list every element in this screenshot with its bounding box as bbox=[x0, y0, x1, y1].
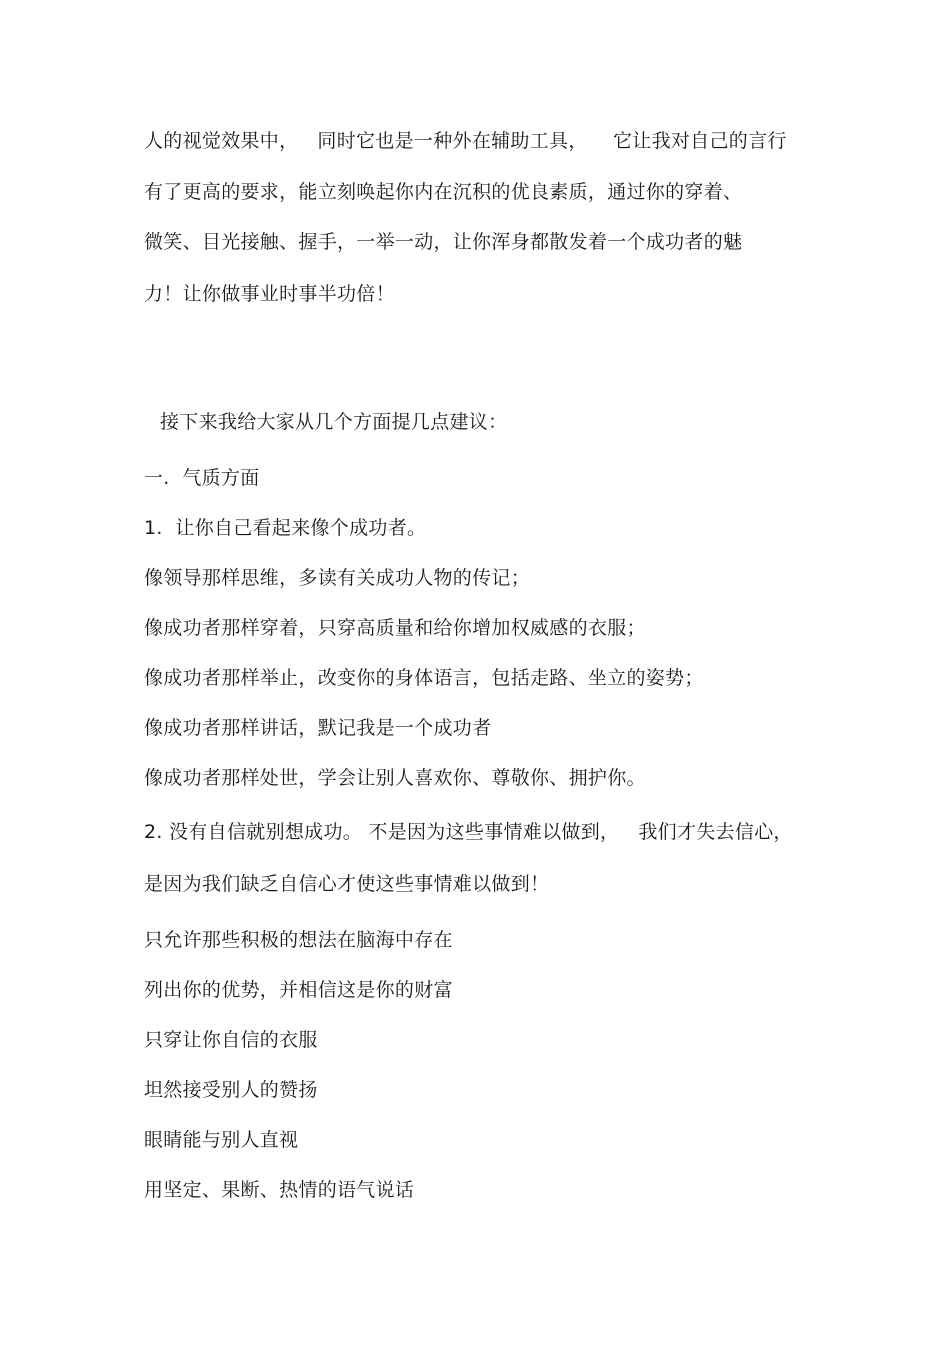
point-one-item: 像成功者那样处世，学会让别人喜欢你、尊敬你、拥护你。 bbox=[144, 767, 646, 789]
intro-line-3: 微笑、目光接触、握手，一举一动，让你浑身都散发着一个成功者的魅 bbox=[144, 231, 743, 253]
point-two-item: 用坚定、果断、热情的语气说话 bbox=[144, 1179, 415, 1201]
point-two-heading: 2. 没有自信就别想成功。 不是因为这些事情难以做到， 我们才失去信心， bbox=[144, 821, 793, 843]
point-one-item: 像成功者那样讲话，默记我是一个成功者 bbox=[144, 717, 492, 739]
intro-line-4: 力！让你做事业时事半功倍！ bbox=[144, 283, 395, 305]
section-one-heading: 一. 气质方面 bbox=[144, 467, 260, 489]
point-one-item: 像成功者那样穿着，只穿高质量和给你增加权威感的衣服； bbox=[144, 617, 646, 639]
point-two-item: 只允许那些积极的想法在脑海中存在 bbox=[144, 929, 453, 951]
intro-line-2: 有了更高的要求，能立刻唤起你内在沉积的优良素质，通过你的穿着、 bbox=[144, 181, 743, 203]
point-two-item: 列出你的优势，并相信这是你的财富 bbox=[144, 979, 453, 1001]
point-two-heading-continued: 是因为我们缺乏自信心才使这些事情难以做到！ bbox=[144, 873, 550, 895]
point-one-heading: 1. 让你自己看起来像个成功者。 bbox=[144, 517, 427, 539]
point-two-item: 眼睛能与别人直视 bbox=[144, 1129, 299, 1151]
intro-line-1: 人的视觉效果中， 同时它也是一种外在辅助工具， 它让我对自己的言行 bbox=[144, 130, 787, 152]
point-two-item: 坦然接受别人的赞扬 bbox=[144, 1079, 318, 1101]
point-two-item: 只穿让你自信的衣服 bbox=[144, 1029, 318, 1051]
point-one-item: 像成功者那样举止，改变你的身体语言，包括走路、坐立的姿势； bbox=[144, 667, 704, 689]
lead-paragraph: 接下来我给大家从几个方面提几点建议： bbox=[160, 411, 508, 433]
point-one-item: 像领导那样思维，多读有关成功人物的传记； bbox=[144, 567, 531, 589]
